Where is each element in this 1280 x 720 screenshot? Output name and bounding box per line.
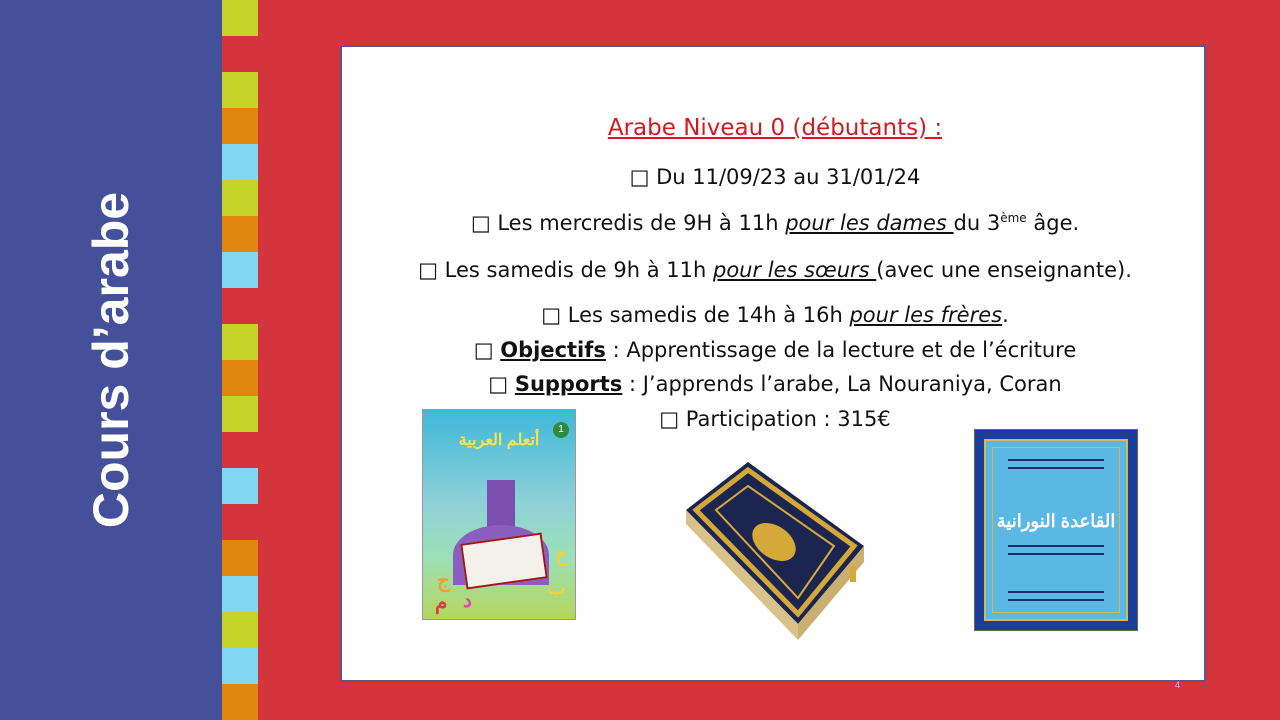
stripe-block (222, 612, 258, 648)
soeurs-schedule: Les samedis de 9h à 11h (444, 258, 713, 282)
dates-line (342, 165, 1208, 189)
page-number: 4 (1175, 680, 1181, 690)
quran-ribbon (850, 566, 856, 582)
supports-text: : J’apprends l’arabe, La Nouraniya, Coran (622, 372, 1062, 396)
participation-text: Participation : 315€ (685, 407, 891, 431)
nouraniya-book-image (974, 429, 1138, 631)
arabic-textbook-image (422, 409, 576, 620)
heading-text: Arabe Niveau 0 (débutants) : (607, 115, 943, 141)
quran-book-image (686, 462, 864, 640)
stripe-block (222, 684, 258, 720)
stripe-block (222, 108, 258, 144)
objectifs-text: : Apprentissage de la lecture et de l’écriture (605, 338, 1077, 362)
stripe-block (222, 324, 258, 360)
stripe-block (222, 252, 258, 288)
text-line (1008, 459, 1104, 461)
letter-decoration: د (463, 590, 472, 612)
stripe-block (222, 396, 258, 432)
soeurs-note: (avec une enseignante). (876, 258, 1132, 282)
dames-audience: pour les dames (785, 211, 954, 235)
freres-audience: pour les frères (849, 303, 1003, 327)
stripe-block (222, 0, 258, 36)
dames-age-suffix: âge. (1026, 211, 1080, 235)
volume-badge: 1 (553, 422, 569, 438)
letter-decoration: ب (547, 577, 566, 599)
soeurs-audience: pour les sœurs (713, 258, 877, 282)
supports-label: Supports (514, 372, 623, 396)
objectifs-line (342, 338, 1208, 362)
freres-schedule: Les samedis de 14h à 16h (567, 303, 850, 327)
text-line (1008, 545, 1104, 547)
supports-line (342, 372, 1208, 396)
decorative-stripe (222, 0, 258, 720)
sidebar-panel (0, 0, 222, 720)
stripe-block (222, 576, 258, 612)
dames-age-sup: ème (1000, 211, 1027, 225)
dates-text: Du 11/09/23 au 31/01/24 (656, 165, 921, 189)
book3-title: القاعدة النورانية (996, 511, 1116, 531)
objectifs-label: Objectifs (500, 338, 606, 362)
dames-schedule: Les mercredis de 9H à 11h (497, 211, 786, 235)
book1-title: أتعلم العربية (458, 432, 540, 449)
text-line (1008, 467, 1104, 469)
bullet-icon: □ (659, 407, 680, 431)
freres-period: . (1002, 303, 1009, 327)
text-line (1008, 599, 1104, 601)
stripe-block (222, 540, 258, 576)
bullet-icon: □ (470, 211, 491, 235)
letter-decoration: م (435, 592, 448, 614)
bullet-icon: □ (473, 338, 494, 362)
dames-line (342, 211, 1208, 235)
bullet-icon: □ (488, 372, 509, 396)
stripe-block (222, 648, 258, 684)
dames-age-prefix: du 3 (953, 211, 1001, 235)
letter-decoration: ج (437, 570, 450, 592)
stripe-block (222, 180, 258, 216)
bullet-icon: □ (418, 258, 438, 282)
stripe-block (222, 468, 258, 504)
stripe-block (222, 72, 258, 108)
text-line (1008, 591, 1104, 593)
text-line (1008, 553, 1104, 555)
stripe-block (222, 360, 258, 396)
stripe-block (222, 216, 258, 252)
stripe-block (222, 144, 258, 180)
book3-frame (984, 439, 1128, 621)
sidebar-title: Cours d’arabe (83, 191, 139, 529)
soeurs-line (342, 258, 1208, 282)
freres-line (342, 303, 1208, 327)
bullet-icon: □ (629, 165, 650, 189)
letter-decoration: ح (555, 544, 568, 566)
bullet-icon: □ (541, 303, 562, 327)
course-heading (342, 115, 1208, 141)
